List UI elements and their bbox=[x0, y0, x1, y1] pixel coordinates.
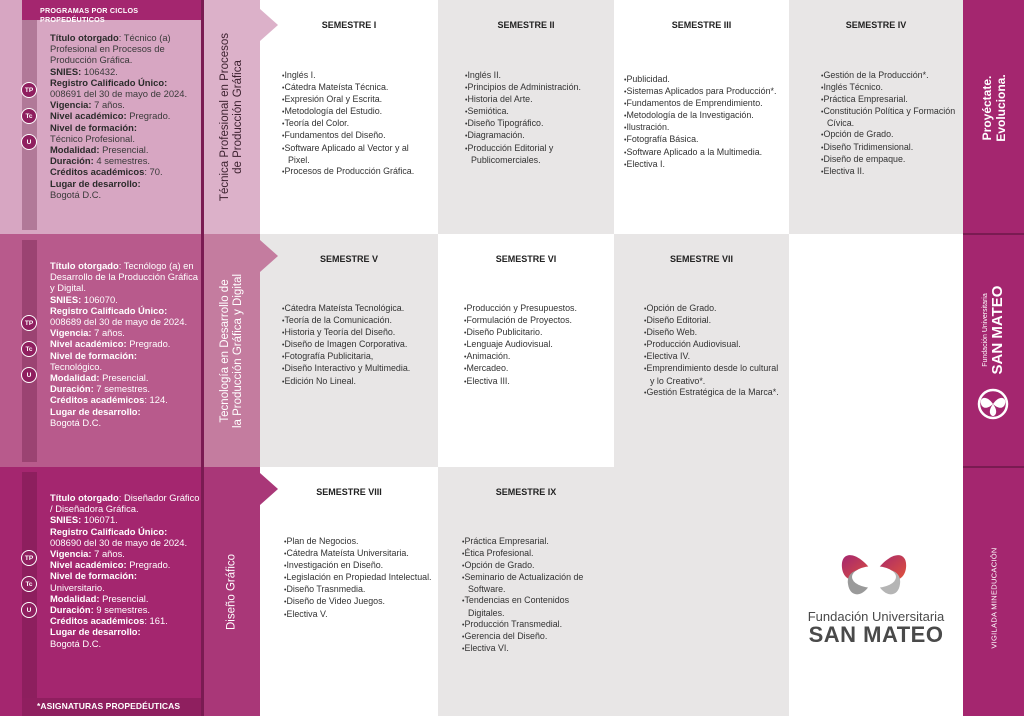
formacion-value: Tecnológico. bbox=[50, 360, 103, 372]
subject-item: • Teoría de la Comunicación. bbox=[282, 315, 434, 327]
side-brand-line1: Fundación Universitaria bbox=[981, 293, 989, 367]
duracion-label: Duración: bbox=[50, 383, 94, 395]
program-name-line1: Tecnología en Desarrollo de bbox=[219, 278, 231, 423]
subject-item: • Inglés Técnico. bbox=[821, 82, 959, 94]
semester-cell bbox=[260, 234, 438, 467]
empty-cell bbox=[614, 467, 789, 716]
vigencia-label: Vigencia: bbox=[50, 327, 92, 339]
semester-title: SEMESTRE VIII bbox=[316, 487, 382, 497]
subject-item: • Fotografía Básica. bbox=[624, 134, 786, 146]
subject-item: • Diseño Trasnmedia. bbox=[284, 584, 434, 596]
semester-title: SEMESTRE III bbox=[671, 20, 732, 30]
program-name-line2: de Producción Gráfica bbox=[232, 60, 244, 174]
subject-item: • Diseño Tipográfico. bbox=[465, 118, 611, 130]
subject-list bbox=[284, 536, 434, 621]
formacion-label: Nivel de formación: bbox=[50, 121, 137, 133]
side-brand-line2: SAN MATEO bbox=[988, 285, 1006, 375]
slogan bbox=[980, 74, 1008, 141]
modalidad-label: Modalidad: bbox=[50, 144, 100, 156]
subject-item: • Diagramación. bbox=[465, 130, 611, 142]
lugar-label: Lugar de desarrollo: bbox=[50, 177, 141, 189]
subject-item: • Diseño de Video Juegos. bbox=[284, 596, 434, 608]
nivel-value: Pregrado. bbox=[126, 110, 171, 122]
badge-tp: TP bbox=[21, 315, 37, 331]
subject-item: • Software Aplicado al Vector y al Pixel. bbox=[282, 143, 432, 166]
nivel-value: Pregrado. bbox=[126, 559, 171, 571]
subject-list bbox=[464, 303, 610, 388]
subject-item: • Principios de Administración. bbox=[465, 82, 611, 94]
subject-list bbox=[462, 536, 608, 655]
subject-item: • Seminario de Actualización de Software. bbox=[462, 572, 608, 595]
badge-tp: TP bbox=[21, 550, 37, 566]
subject-item: • Metodología del Estudio. bbox=[282, 106, 432, 118]
subject-item: • Electiva V. bbox=[284, 609, 434, 621]
program-info-1 bbox=[50, 32, 202, 200]
titulo-value: : Tecnólogo (a) en Desarrollo de la Producción Gráfica y Digital. bbox=[50, 260, 198, 294]
subject-item: • Electiva III. bbox=[464, 376, 610, 388]
formacion-label: Nivel de formación: bbox=[50, 349, 137, 361]
band-divider bbox=[963, 466, 1024, 468]
creditos-label: Créditos académicos bbox=[50, 615, 145, 627]
subject-item: • Opción de Grado. bbox=[644, 303, 784, 315]
modalidad-label: Modalidad: bbox=[50, 372, 100, 384]
nivel-label: Nivel académico: bbox=[50, 559, 127, 571]
tab-arrow bbox=[260, 9, 278, 41]
san-mateo-logo-icon bbox=[838, 544, 910, 606]
footer-bar bbox=[22, 698, 202, 716]
subject-item: • Animación. bbox=[464, 351, 610, 363]
subject-item: • Ilustración. bbox=[624, 122, 786, 134]
creditos-value: : 161. bbox=[144, 615, 168, 627]
subject-item: • Emprendimiento desde lo cultural y lo Creativo*. bbox=[644, 363, 784, 386]
subject-item: • Producción Editorial y Publicomerciales. bbox=[465, 143, 611, 166]
program-name-2 bbox=[219, 273, 245, 427]
subject-list bbox=[282, 70, 432, 178]
subject-item: • Historia del Arte. bbox=[465, 94, 611, 106]
semester-title: SEMESTRE IV bbox=[845, 20, 907, 30]
titulo-label: Título otorgado bbox=[50, 492, 119, 503]
header-label: PROGRAMAS POR CICLOS PROPEDÉUTICOS bbox=[40, 6, 139, 24]
footer-label: *ASIGNATURAS PROPEDÉUTICAS bbox=[37, 701, 181, 711]
subject-item: • Producción Transmedial. bbox=[462, 619, 608, 631]
duracion-value: 4 semestres. bbox=[93, 155, 151, 167]
creditos-value: : 124. bbox=[144, 394, 168, 406]
duracion-value: 9 semestres. bbox=[93, 604, 151, 616]
registro-value: 008690 del 30 de mayo de 2024. bbox=[50, 536, 188, 548]
registro-value: 008691 del 30 de mayo de 2024. bbox=[50, 88, 188, 100]
band-divider bbox=[963, 233, 1024, 235]
titulo-value: : Diseñador Gráfico / Diseñadora Gráfica. bbox=[50, 492, 200, 515]
semester-cell bbox=[260, 467, 438, 716]
subject-item: • Teoría del Color. bbox=[282, 118, 432, 130]
nivel-value: Pregrado. bbox=[126, 338, 171, 350]
subject-item: • Cátedra Mateísta Tecnológica. bbox=[282, 303, 434, 315]
registro-label: Registro Calificado Único: bbox=[50, 525, 168, 537]
modalidad-label: Modalidad: bbox=[50, 592, 100, 604]
badge-u: U bbox=[21, 602, 37, 618]
subject-item: • Opción de Grado. bbox=[462, 560, 608, 572]
semester-title: SEMESTRE VII bbox=[669, 254, 733, 264]
program-tab-1 bbox=[204, 0, 260, 234]
program-name-line1: Técnica Profesional en Procesos bbox=[219, 32, 231, 202]
subject-item: • Procesos de Producción Gráfica. bbox=[282, 166, 432, 178]
program-name-line1: Diseño Gráfico bbox=[225, 553, 238, 630]
subject-item: • Electiva II. bbox=[821, 166, 959, 178]
subject-item: • Diseño Web. bbox=[644, 327, 784, 339]
titulo-row bbox=[50, 32, 202, 66]
subject-item: • Electiva IV. bbox=[644, 351, 784, 363]
badge-u: U bbox=[21, 367, 37, 383]
vigilada-label: VIGILADA MINEDUCACIÓN bbox=[989, 547, 998, 649]
creditos-value: : 70. bbox=[144, 166, 163, 178]
slogan-line1: Proyéctate. bbox=[979, 75, 994, 141]
subject-item: • Fundamentos de Emprendimiento. bbox=[624, 98, 786, 110]
empty-cell bbox=[789, 234, 963, 467]
snies-value: 106432. bbox=[81, 65, 118, 77]
semester-cell bbox=[789, 0, 963, 234]
subject-item: • Software Aplicado a la Multimedia. bbox=[624, 147, 786, 159]
semester-title: SEMESTRE II bbox=[497, 20, 555, 30]
duracion-label: Duración: bbox=[50, 155, 94, 167]
subject-list bbox=[465, 70, 611, 166]
subject-item: • Gestión de la Producción*. bbox=[821, 70, 959, 82]
subject-item: • Lenguaje Audiovisual. bbox=[464, 339, 610, 351]
program-tab-2 bbox=[204, 234, 260, 467]
subject-item: • Diseño Publicitario. bbox=[464, 327, 610, 339]
subject-item: • Diseño de Imagen Corporativa. bbox=[282, 339, 434, 351]
program-info-3 bbox=[50, 492, 202, 649]
subject-item: • Inglés II. bbox=[465, 70, 611, 82]
titulo-value: : Técnico (a) Profesional en Procesos de Producción Gráfica. bbox=[50, 32, 171, 66]
semester-title: SEMESTRE I bbox=[321, 20, 377, 30]
duracion-value: 7 semestres. bbox=[93, 383, 151, 395]
logo-line2: SAN MATEO bbox=[808, 622, 944, 647]
subject-item: • Formulación de Proyectos. bbox=[464, 315, 610, 327]
badge-tc: Tc bbox=[21, 341, 37, 357]
subject-item: • Investigación en Diseño. bbox=[284, 560, 434, 572]
vigencia-value: 7 años. bbox=[91, 548, 125, 560]
badge-tp: TP bbox=[21, 82, 37, 98]
subject-item: • Edición No Lineal. bbox=[282, 376, 434, 388]
side-brand bbox=[982, 286, 1006, 375]
right-band bbox=[963, 0, 1024, 716]
subject-item: • Fotografía Publicitaria, bbox=[282, 351, 434, 363]
registro-value: 008689 del 30 de mayo de 2024. bbox=[50, 316, 188, 328]
header-bar bbox=[22, 0, 202, 24]
program-name-1 bbox=[219, 33, 245, 201]
subject-item: • Práctica Empresarial. bbox=[821, 94, 959, 106]
modalidad-value: Presencial. bbox=[99, 372, 149, 384]
subject-item: • Plan de Negocios. bbox=[284, 536, 434, 548]
badge-u: U bbox=[21, 134, 37, 150]
subject-item: • Sistemas Aplicados para Producción*. bbox=[624, 86, 786, 98]
formacion-value: Técnico Profesional. bbox=[50, 132, 135, 144]
semester-cell bbox=[614, 234, 789, 467]
subject-item: • Producción Audiovisual. bbox=[644, 339, 784, 351]
lugar-value: Bogotá D.C. bbox=[50, 416, 102, 428]
program-info-2 bbox=[50, 260, 202, 428]
logo-line1: Fundación Universitaria bbox=[807, 609, 945, 624]
duracion-label: Duración: bbox=[50, 604, 94, 616]
subject-item: • Historia y Teoría del Diseño. bbox=[282, 327, 434, 339]
tab-arrow bbox=[260, 240, 278, 272]
side-logo-icon bbox=[977, 388, 1009, 420]
program-name-3 bbox=[226, 553, 239, 629]
cycle-spine bbox=[22, 20, 37, 230]
subject-item: • Producción y Presupuestos. bbox=[464, 303, 610, 315]
semester-cell bbox=[614, 0, 789, 234]
subject-item: • Cátedra Mateísta Universitaria. bbox=[284, 548, 434, 560]
subject-item: • Inglés I. bbox=[282, 70, 432, 82]
program-tab-3 bbox=[204, 467, 260, 716]
creditos-label: Créditos académicos bbox=[50, 166, 145, 178]
semester-title: SEMESTRE V bbox=[319, 254, 378, 264]
snies-label: SNIES: bbox=[50, 514, 82, 526]
subject-item: • Electiva I. bbox=[624, 159, 786, 171]
nivel-label: Nivel académico: bbox=[50, 338, 127, 350]
subject-item: • Constitución Política y Formación Cívica. bbox=[821, 106, 959, 129]
subject-item: • Semiótica. bbox=[465, 106, 611, 118]
subject-item: • Práctica Empresarial. bbox=[462, 536, 608, 548]
registro-label: Registro Calificado Único: bbox=[50, 304, 168, 316]
subject-item: • Publicidad. bbox=[624, 74, 786, 86]
creditos-label: Créditos académicos bbox=[50, 394, 145, 406]
slogan-line2: Evoluciona. bbox=[993, 74, 1008, 142]
subject-item: • Diseño Tridimensional. bbox=[821, 142, 959, 154]
nivel-label: Nivel académico: bbox=[50, 110, 127, 122]
lugar-value: Bogotá D.C. bbox=[50, 637, 102, 649]
subject-item: • Gestión Estratégica de la Marca*. bbox=[644, 387, 784, 399]
subject-item: • Diseño Editorial. bbox=[644, 315, 784, 327]
subject-item: • Cátedra Mateísta Técnica. bbox=[282, 82, 432, 94]
titulo-label: Título otorgado bbox=[50, 32, 119, 43]
semester-cell bbox=[438, 0, 614, 234]
program-name-line2: la Producción Gráfica y Digital bbox=[232, 273, 244, 428]
vigencia-value: 7 años. bbox=[91, 99, 125, 111]
semester-cell bbox=[438, 234, 614, 467]
subject-item: • Mercadeo. bbox=[464, 363, 610, 375]
subject-list bbox=[624, 74, 786, 171]
subject-item: • Diseño Interactivo y Multimedia. bbox=[282, 363, 434, 375]
snies-label: SNIES: bbox=[50, 293, 82, 305]
lugar-value: Bogotá D.C. bbox=[50, 188, 102, 200]
formacion-label: Nivel de formación: bbox=[50, 570, 137, 582]
semester-title: SEMESTRE VI bbox=[495, 254, 557, 264]
snies-label: SNIES: bbox=[50, 65, 82, 77]
subject-list bbox=[282, 303, 434, 388]
snies-value: 106070. bbox=[81, 293, 118, 305]
vigencia-label: Vigencia: bbox=[50, 99, 92, 111]
snies-row bbox=[50, 66, 202, 77]
subject-item: • Expresión Oral y Escrita. bbox=[282, 94, 432, 106]
subject-item: • Tendencias en Contenidos Digitales. bbox=[462, 595, 608, 618]
titulo-label: Título otorgado bbox=[50, 260, 119, 271]
modalidad-value: Presencial. bbox=[99, 144, 149, 156]
semester-cell bbox=[260, 0, 438, 234]
lugar-label: Lugar de desarrollo: bbox=[50, 405, 141, 417]
semester-title: SEMESTRE IX bbox=[495, 487, 557, 497]
subject-item: • Ética Profesional. bbox=[462, 548, 608, 560]
subject-item: • Diseño de empaque. bbox=[821, 154, 959, 166]
subject-list bbox=[644, 303, 784, 399]
subject-item: • Gerencia del Diseño. bbox=[462, 631, 608, 643]
badge-tc: Tc bbox=[21, 108, 37, 124]
badge-tc: Tc bbox=[21, 576, 37, 592]
subject-item: • Legislación en Propiedad Intelectual. bbox=[284, 572, 434, 584]
vigencia-value: 7 años. bbox=[91, 327, 125, 339]
semester-cell bbox=[438, 467, 614, 716]
registro-label: Registro Calificado Único: bbox=[50, 76, 168, 88]
subject-item: • Electiva VI. bbox=[462, 643, 608, 655]
subject-item: • Metodología de la Investigación. bbox=[624, 110, 786, 122]
vigencia-label: Vigencia: bbox=[50, 548, 92, 560]
subject-list bbox=[821, 70, 959, 178]
tab-arrow bbox=[260, 473, 278, 505]
lugar-label: Lugar de desarrollo: bbox=[50, 626, 141, 638]
modalidad-value: Presencial. bbox=[99, 592, 149, 604]
subject-item: • Fundamentos del Diseño. bbox=[282, 130, 432, 142]
snies-value: 106071. bbox=[81, 514, 118, 526]
subject-item: • Opción de Grado. bbox=[821, 129, 959, 141]
formacion-value: Universitario. bbox=[50, 581, 105, 593]
